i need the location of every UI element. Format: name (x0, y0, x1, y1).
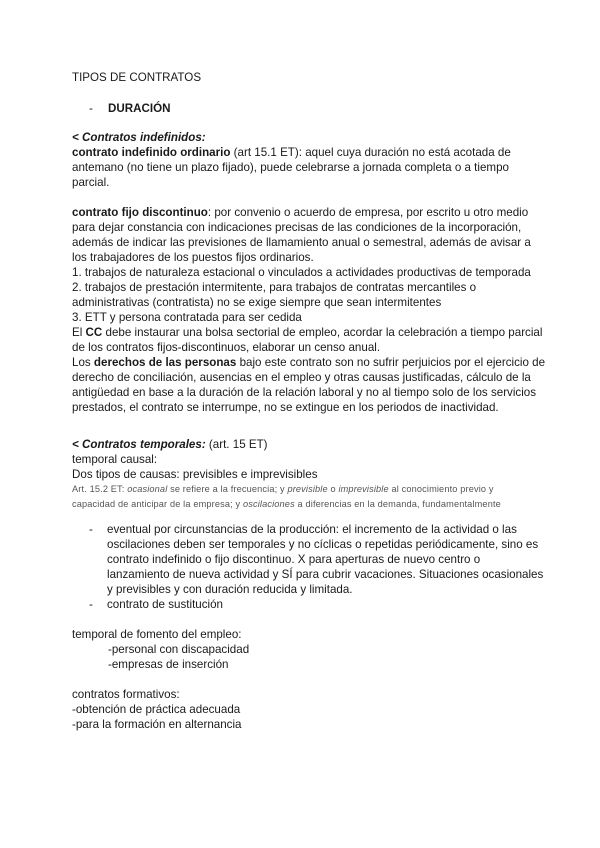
fomento-heading: temporal de fomento del empleo: (72, 628, 242, 641)
derechos-term: derechos de las personas (93, 356, 237, 369)
eventual-line-1: eventual por circunstancias de la producción: el incremento de la actividad o las (107, 523, 517, 536)
fijo-line-3: además de indicar las previsiones de llamamiento anual o semestral, además de avisar a (72, 236, 531, 249)
fijo-term: contrato fijo discontinuo (72, 206, 208, 219)
eventual-line-3: contrato indefinido o fijo discontinuo. X para aperturas de nuevo centro o (107, 553, 481, 566)
temporales-heading-ref: (art. 15 ET) (205, 438, 268, 451)
fomento-item: -personal con discapacidad (108, 643, 250, 656)
ordinario-line-1 (72, 145, 511, 160)
formativos-item: -para la formación en alternancia (72, 718, 242, 731)
note-ocasional: ocasional (127, 484, 168, 494)
note-part: Art. 15.2 ET: (72, 484, 128, 494)
cc-line-2: de los contratos fijos-discontinuos, elaborar un censo anual. (72, 341, 381, 354)
dos-tipos-causas: Dos tipos de causas: previsibles e imprevisibles (72, 468, 318, 481)
fijo-text: : por convenio o acuerdo de empresa, por escrito u otro medio (207, 206, 529, 219)
fijo-item-3: 3. ETT y persona contratada para ser cedida (72, 311, 302, 324)
fomento-item: -empresas de inserción (108, 658, 229, 671)
fijo-item-2b: administrativas (contratista) no se exige siempre que sean intermitentes (72, 296, 442, 309)
fijo-line-1 (72, 205, 528, 220)
note-imprevisible: imprevisible (338, 484, 389, 494)
ordinario-text: (art 15.1 ET): aquel cuya duración no está acotada de (230, 146, 511, 159)
note-part: a diferencias en la demanda, fundamentalmente (294, 499, 501, 509)
derechos-line-3: antigüedad en base a la duración de la relación laboral y no al tiempo solo de los servicios (72, 386, 537, 399)
ordinario-term: contrato indefinido ordinario (72, 146, 231, 159)
document-title: TIPOS DE CONTRATOS (72, 71, 202, 84)
temporales-heading: < Contratos temporales: (72, 438, 206, 451)
bullet-dash: - (89, 598, 93, 611)
formativos-heading: contratos formativos: (72, 688, 180, 701)
derechos-pre: Los (72, 356, 94, 369)
eventual-line-4: lanzamiento de nueva actividad y SÍ para cubrir vacaciones. Situaciones ocasionales (107, 568, 544, 581)
ordinario-line-3: parcial. (72, 176, 110, 189)
eventual-line-2: oscilaciones deben ser temporales y no cíclicas o repetidas periódicamente, sino es (107, 538, 539, 551)
note-part: al conocimiento previo y (388, 484, 494, 494)
bullet-dash: - (89, 523, 93, 536)
cc-pre: El (72, 326, 86, 339)
derechos-line-4: prestados, el contrato se interrumpe, no se extingue en los periodos de inactividad. (72, 401, 499, 414)
section-bullet: - (89, 102, 93, 115)
cc-text: debe instaurar una bolsa sectorial de empleo, acordar la celebración a tiempo parcial (102, 326, 543, 339)
formativos-item: -obtención de práctica adecuada (72, 703, 241, 716)
note-line-1 (72, 482, 494, 497)
indefinidos-heading: < Contratos indefinidos: (72, 131, 206, 144)
section-heading: DURACIÓN (108, 102, 171, 115)
sustitucion-line: contrato de sustitución (107, 598, 224, 611)
temporales-heading-line (72, 437, 268, 452)
note-part: se refiere a la frecuencia; y (167, 484, 288, 494)
fijo-item-2a: 2. trabajos de prestación intermitente, para trabajos de contratas mercantiles o (72, 281, 477, 294)
fijo-item-1: 1. trabajos de naturaleza estacional o vinculados a actividades productivas de temporada (72, 266, 531, 279)
fijo-line-2: para dejar constancia con indicaciones precisas de las condiciones de la incorporación, (72, 221, 522, 234)
cc-term: CC (85, 326, 103, 339)
note-line-2 (72, 497, 501, 512)
note-part: o (327, 484, 339, 494)
derechos-line-2: derecho de conciliación, ausencias en el empleo y otras causas justificadas, cálculo de la (72, 371, 531, 384)
note-part: capacidad de anticipar de la empresa; y (72, 499, 243, 509)
note-previsible: previsible (287, 484, 328, 494)
cc-line-1 (72, 325, 542, 340)
ordinario-line-2: antemano (no tiene un plazo fijado), puede celebrarse a jornada completa o a tiempo (72, 161, 509, 174)
temporal-causal: temporal causal: (72, 453, 158, 466)
eventual-line-5: y previsibles y con duración reducida y limitada. (107, 583, 353, 596)
derechos-text: bajo este contrato son no sufrir perjuicios por el ejercicio de (236, 356, 546, 369)
derechos-line-1 (72, 355, 545, 370)
note-oscilaciones: oscilaciones (242, 499, 295, 509)
fijo-line-4: los trabajadores de los puestos fijos ordinarios. (72, 251, 314, 264)
